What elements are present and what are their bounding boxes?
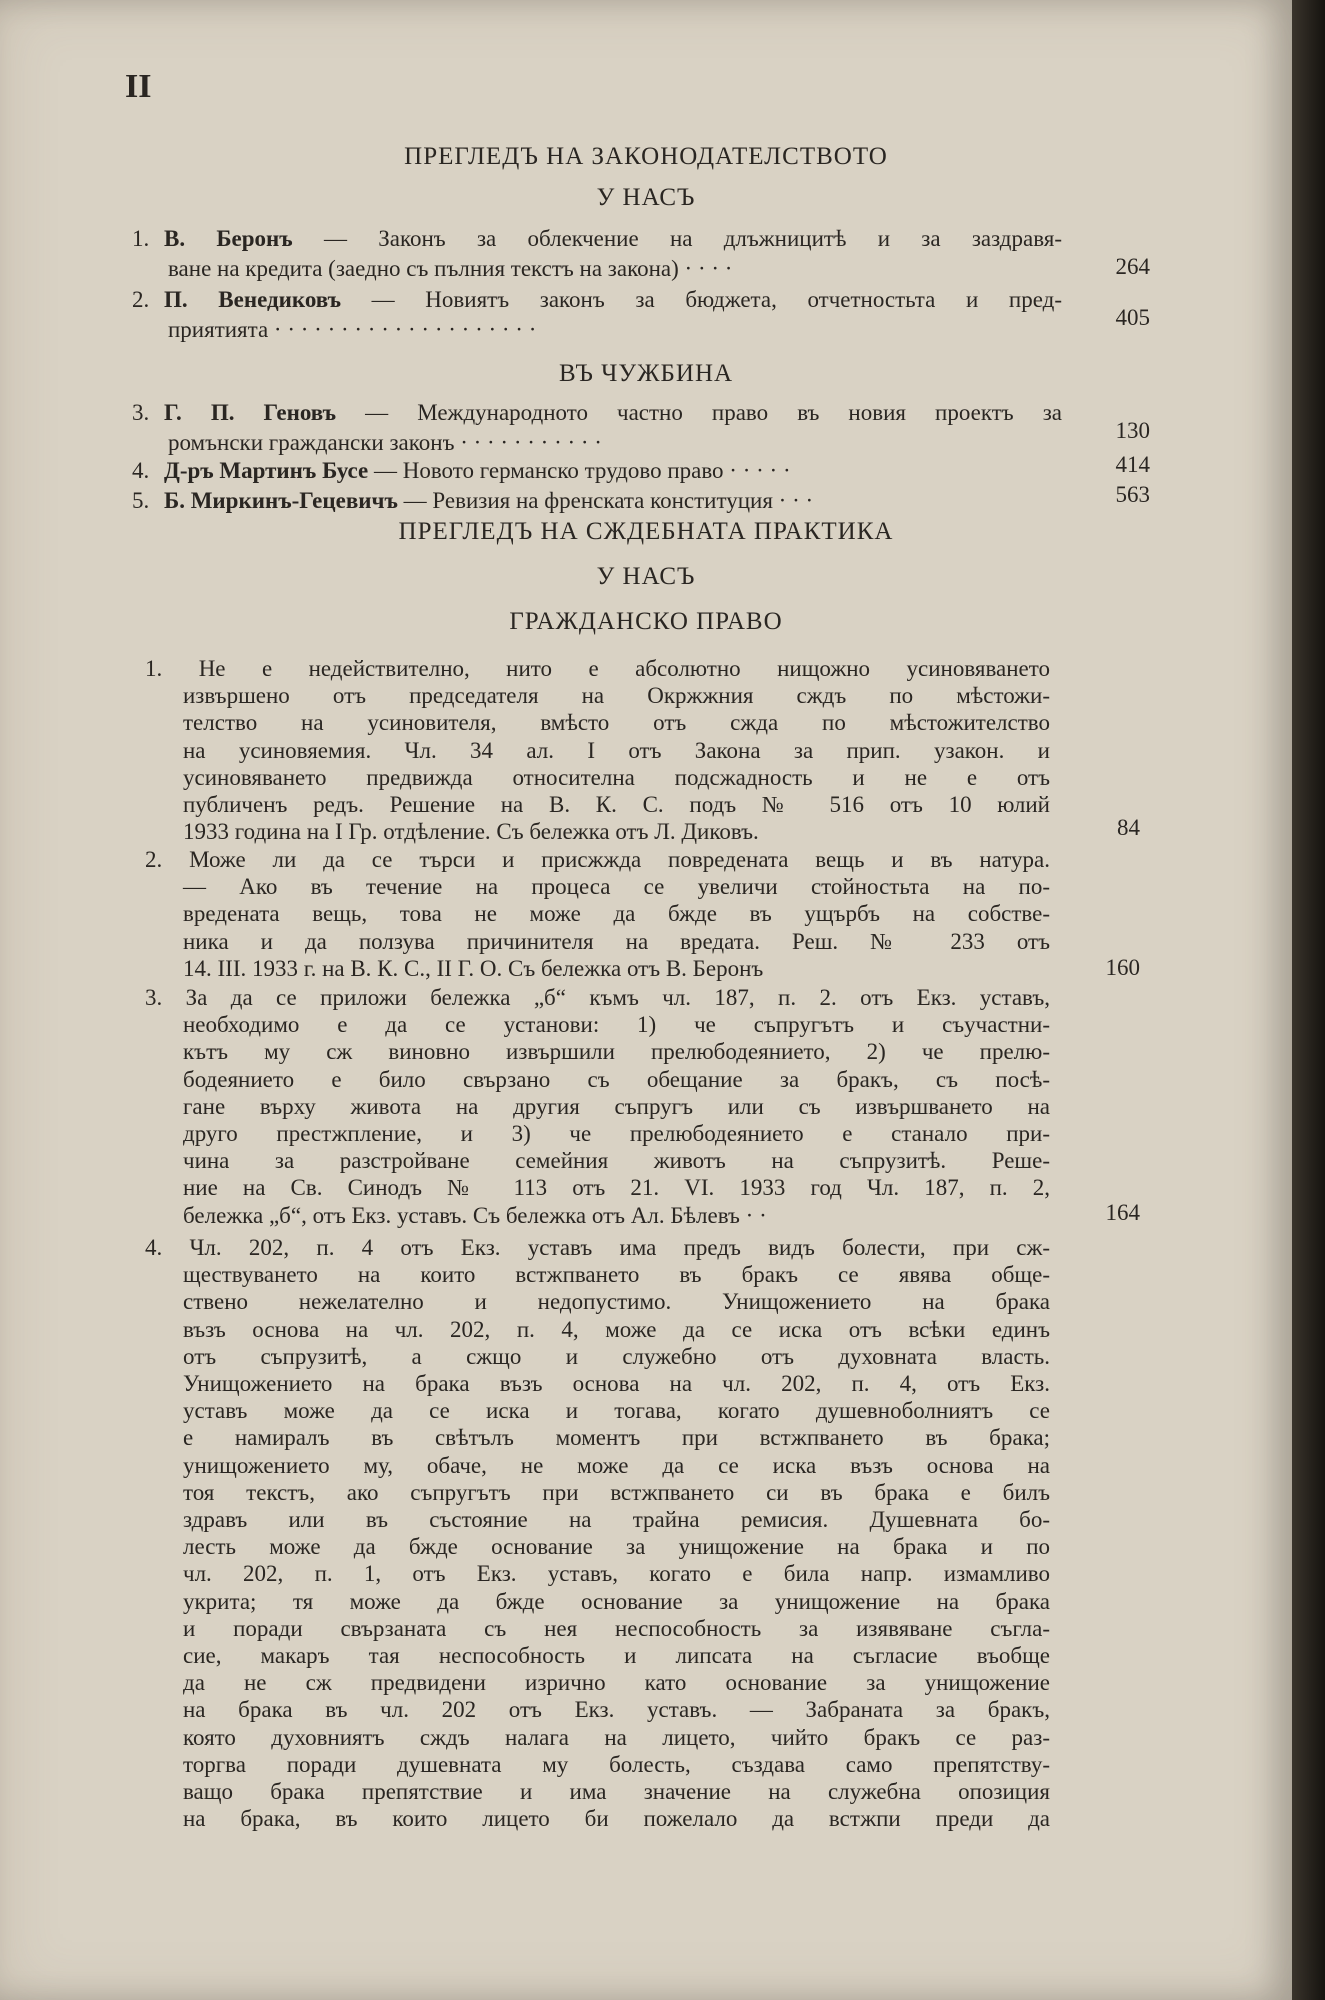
entry-title: — Международното частно право въ новия проектъ за [365,400,1063,425]
case-line: необходимо е да се установи: 1) че съпругътъ и съучастни- [183,1012,1050,1038]
case-page: 164 [1105,1200,1140,1225]
entry-number: 3. [132,400,150,425]
case-line: тоя текстъ, ако съпругътъ при встжпването си въ брака е билъ [183,1479,1050,1505]
case-line: ние на Св. Синодъ № 113 отъ 21. VI. 1933 год Чл. 187, п. 2, [183,1175,1050,1201]
case-line: отъ съпрузитѣ, а сжщо и служебно отъ духовната власть. [183,1343,1050,1369]
case-entry [145,984,1050,1229]
subheading-civil-law: ГРАЖДАНСКО ПРАВО [509,608,783,635]
case-line: и поради свързаната съ нея неспособность за изявяване съгла- [183,1615,1050,1641]
entry-number: 2. [132,287,150,312]
entry-title: — Новиятъ законъ за бюджета, отчетностьта и пред- [371,287,1062,312]
case-line: ника и да ползува причинителя на вредата. Реш. № 233 отъ [183,928,1050,954]
toc-entry [132,398,1062,458]
case-line: бодеянието е било свързано съ обещание за бракъ, съ посѣ- [183,1066,1050,1092]
case-line: да не сж предвидени изрично като основание за унищожение [183,1670,1050,1696]
entry-title-continued: ване на кредита (заедно съ пълния текстъ на закона) · · · · [168,256,733,281]
entry-page: 130 [1115,418,1150,443]
case-line: сие, макаръ тая неспособность и липсата на съгласие въобще [183,1643,1050,1669]
entry-title: — Новото германско трудово право · · · · · [373,458,791,483]
entry-title-continued: ромънски граждански законъ · · · · · · · · · · · [168,430,602,455]
book-gutter-edge [1292,0,1325,2000]
case-line: торгва поради душевната му болесть, създава само препятству- [183,1751,1050,1777]
case-line: унищожението му, обаче, не може да се иска възъ основа на [183,1452,1050,1478]
entry-author: Д-ръ Мартинъ Бусе [164,458,369,483]
case-line: 14. III. 1933 г. на В. К. С., II Г. О. Съ бележка отъ В. Беронъ [183,955,764,981]
entry-page: 414 [1115,452,1150,477]
entry-title-continued: приятията · · · · · · · · · · · · · · · · · · · · [168,317,537,342]
case-page: 84 [1117,815,1140,840]
entry-number: 5. [132,488,150,513]
case-line: която духовниятъ сждъ налага на лицето, чийто бракъ се раз- [183,1724,1050,1750]
case-entry [145,655,1050,845]
subheading-home: У НАСЪ [596,563,696,590]
entry-author: В. Беронъ [164,226,293,251]
case-line: уставъ може да се иска и тогава, когато душевноболниятъ се [183,1398,1050,1424]
case-line: 2. Може ли да се търси и присжжда повредената вещь и въ натура. [145,847,1050,872]
case-line: гане върху живота на другия съпругъ или съ извършването на [183,1093,1050,1119]
case-line: телство на усиновителя, вмѣсто отъ сжда по мѣстожителство [183,710,1050,736]
subheading-home: У НАСЪ [596,184,696,211]
case-line: 1933 година на I Гр. отдѣление. Съ бележка отъ Л. Диковъ. [183,819,759,845]
case-line: възъ основа на чл. 202, п. 4, може да се иска отъ всѣки единъ [183,1316,1050,1342]
case-entry [145,1234,1050,1832]
entry-number: 4. [132,458,150,483]
case-line: — Ако въ течение на процеса се увеличи стойностьта на по- [183,874,1050,900]
toc-entry [132,486,1062,516]
entry-page: 563 [1115,482,1150,507]
entry-title: — Ревизия на френската конституция · · · [403,488,814,513]
case-line: укрита; тя може да бжде основание за унищожение на брака [183,1588,1050,1614]
case-line: 4. Чл. 202, п. 4 отъ Екз. уставъ има предъ видъ болести, при сж- [145,1235,1050,1260]
section-heading-practice: ПРЕГЛЕДЪ НА СЖДЕБНАТА ПРАКТИКА [398,518,894,545]
case-line: вредената вещь, това не може да бжде въ ущърбъ на собстве- [183,901,1050,927]
case-line: друго престжпление, и 3) че прелюбодеянието е станало при- [183,1121,1050,1147]
case-line: ствено нежелателно и недопустимо. Унищожението на брака [183,1289,1050,1315]
case-page: 160 [1105,955,1140,980]
toc-entry [132,285,1062,345]
case-line: чл. 202, п. 1, отъ Екз. уставъ, когато е била напр. измамливо [183,1561,1050,1587]
case-line: 1. Не е недействително, нито е абсолютно нищожно усиновяването [145,656,1050,681]
entry-number: 1. [132,226,150,251]
entry-author: П. Венедиковъ [164,287,342,312]
case-line: ващо брака препятствие и има значение на служебна опозиция [183,1779,1050,1805]
entry-title: — Законъ за облекчение на длъжницитѣ и за заздравя- [323,226,1062,251]
case-line: здравъ или въ състояние на трайна ремисия. Душевната бо- [183,1507,1050,1533]
case-line: е намиралъ въ свѣтълъ моментъ при встжпването въ брака; [183,1425,1050,1451]
case-line: на брака въ чл. 202 отъ Екз. уставъ. — Забраната за бракъ, [183,1697,1050,1723]
case-line: кътъ му сж виновно извършили прелюбодеянието, 2) че прелю- [183,1039,1050,1065]
toc-entry [132,224,1062,284]
case-line: лесть може да бжде основание за унищожение на брака и по [183,1534,1050,1560]
entry-author: Г. П. Геновъ [164,400,337,425]
entry-author: Б. Миркинъ-Гецевичъ [164,488,398,513]
subheading-abroad: ВЪ ЧУЖБИНА [558,360,734,387]
toc-entry [132,456,1062,486]
case-line: усиновяването предвижда относителна подсжадность и не е отъ [183,764,1050,790]
case-line: извършено отъ председателя на Окржжния сждъ по мѣстожи- [183,683,1050,709]
case-line: бележка „б“, отъ Екз. уставъ. Съ бележка отъ Ал. Бѣлевъ · · [183,1202,767,1228]
case-line: на усиновяемия. Чл. 34 ал. I отъ Закона за прип. узакон. и [183,737,1050,763]
case-entry [145,846,1050,982]
page-number: II [125,68,152,105]
entry-page: 264 [1115,254,1150,279]
case-line: на брака, въ които лицето би пожелало да встжпи преди да [183,1806,1050,1832]
case-line: чина за разстройване семейния животъ на съпрузитѣ. Реше- [183,1148,1050,1174]
section-heading-legislation: ПРЕГЛЕДЪ НА ЗАКОНОДАТЕЛСТВОТО [404,143,888,170]
entry-page: 405 [1115,305,1150,330]
case-line: Унищожението на брака възъ основа на чл. 202, п. 4, отъ Екз. [183,1371,1050,1397]
case-line: публиченъ редъ. Решение на В. К. С. подъ № 516 отъ 10 юлий [183,792,1050,818]
case-line: 3. За да се приложи бележка „б“ къмъ чл. 187, п. 2. отъ Екз. уставъ, [145,985,1050,1010]
case-line: ществуването на които встжпването въ бракъ се явява обще- [183,1262,1050,1288]
